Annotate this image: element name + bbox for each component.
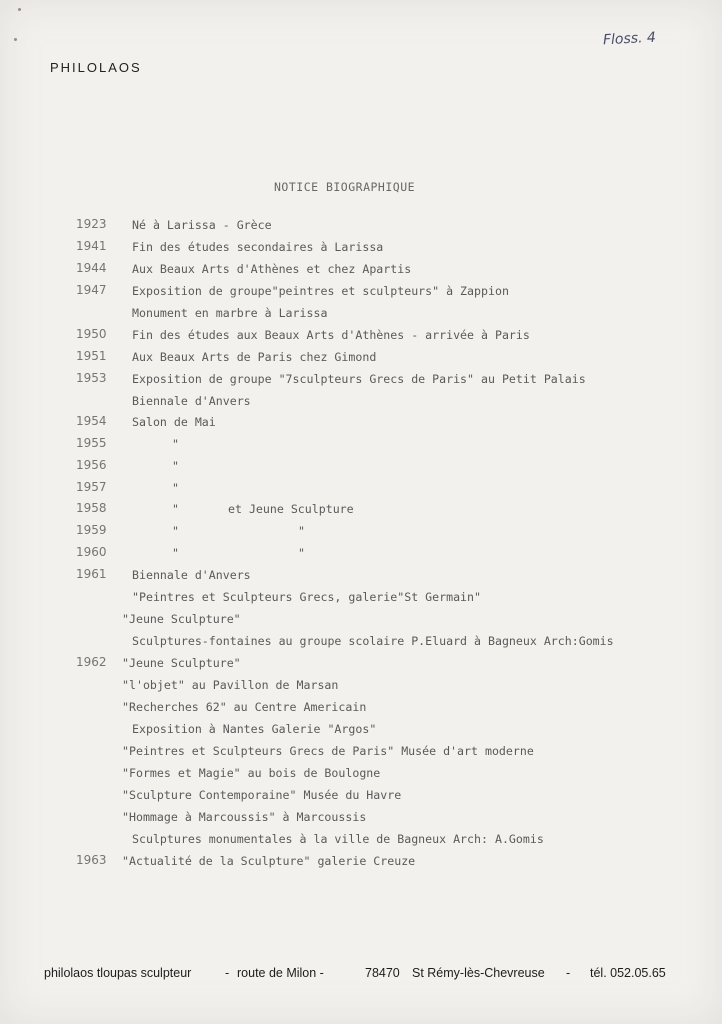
entry-year: 1955 xyxy=(76,436,107,450)
entry-text: "l'objet" au Pavillon de Marsan xyxy=(122,678,339,692)
entry-ditto: " xyxy=(298,546,305,560)
entry-ditto: " xyxy=(172,481,179,495)
entry-ditto: " xyxy=(172,502,179,516)
entry-year: 1958 xyxy=(76,501,107,515)
entry-text: "Formes et Magie" au bois de Boulogne xyxy=(122,766,381,780)
entry-text: "Peintres et Sculpteurs Grecs, galerie"St Germain" xyxy=(132,590,482,604)
artist-name-header: PHILOLAOS xyxy=(50,60,142,75)
entry-year: 1962 xyxy=(76,655,107,669)
entry-year: 1957 xyxy=(76,480,107,494)
entry-text: "Recherches 62" au Centre Americain xyxy=(122,700,367,714)
document-title: NOTICE BIOGRAPHIQUE xyxy=(274,180,416,194)
entry-year: 1954 xyxy=(76,414,107,428)
entry-text: Biennale d'Anvers xyxy=(132,394,251,408)
footer-town: St Rémy-lès-Chevreuse xyxy=(412,966,545,980)
entry-text: "Jeune Sculpture" xyxy=(122,656,241,670)
entry-year: 1947 xyxy=(76,283,107,297)
paper-speck xyxy=(18,8,21,11)
entry-year: 1950 xyxy=(76,327,107,341)
entry-text: Biennale d'Anvers xyxy=(132,568,251,582)
entry-text: "Hommage à Marcoussis" à Marcoussis xyxy=(122,810,367,824)
footer-separator: - xyxy=(225,966,230,980)
entry-year: 1959 xyxy=(76,523,107,537)
entry-extra-text: et Jeune Sculpture xyxy=(228,502,354,516)
paper-speck xyxy=(14,38,17,41)
entry-text: "Peintres et Sculpteurs Grecs de Paris" Musée d'art moderne xyxy=(122,744,534,758)
entry-year: 1951 xyxy=(76,349,107,363)
entry-text: Exposition de groupe"peintres et sculpteurs" à Zappion xyxy=(132,284,509,298)
entry-ditto: " xyxy=(172,437,179,451)
entry-text: Né à Larissa - Grèce xyxy=(132,218,272,232)
entry-year: 1956 xyxy=(76,458,107,472)
entry-text: Exposition de groupe "7sculpteurs Grecs de Paris" au Petit Palais xyxy=(132,372,586,386)
entry-text: Fin des études secondaires à Larissa xyxy=(132,240,384,254)
entry-text: Monument en marbre à Larissa xyxy=(132,306,328,320)
entry-text: Exposition à Nantes Galerie "Argos" xyxy=(132,722,377,736)
footer-phone: tél. 052.05.65 xyxy=(590,966,666,980)
entry-text: "Sculpture Contemporaine" Musée du Havre xyxy=(122,788,402,802)
entry-year: 1960 xyxy=(76,545,107,559)
entry-text: Sculptures monumentales à la ville de Bagneux Arch: A.Gomis xyxy=(132,832,544,846)
entry-year: 1961 xyxy=(76,567,107,581)
entry-text: Aux Beaux Arts d'Athènes et chez Apartis xyxy=(132,262,412,276)
footer-road: route de Milon - xyxy=(237,966,324,980)
entry-year: 1963 xyxy=(76,853,107,867)
entry-text: Salon de Mai xyxy=(132,415,216,429)
entry-text: "Jeune Sculpture" xyxy=(122,612,241,626)
footer-separator: - xyxy=(566,966,571,980)
entry-ditto: " xyxy=(172,524,179,538)
entry-year: 1944 xyxy=(76,261,107,275)
entry-text: Aux Beaux Arts de Paris chez Gimond xyxy=(132,350,377,364)
entry-text: Fin des études aux Beaux Arts d'Athènes - arrivée à Paris xyxy=(132,328,530,342)
handwritten-archive-note: Floss. 4 xyxy=(602,29,657,49)
entry-ditto: " xyxy=(172,459,179,473)
entry-year: 1923 xyxy=(76,217,107,231)
footer-postcode: 78470 xyxy=(365,966,400,980)
entry-ditto: " xyxy=(172,546,179,560)
entry-text: Sculptures-fontaines au groupe scolaire P.Eluard à Bagneux Arch:Gomis xyxy=(132,634,614,648)
entry-text: "Actualité de la Sculpture" galerie Creuze xyxy=(122,854,416,868)
entry-year: 1941 xyxy=(76,239,107,253)
footer-artist-name: philolaos tloupas sculpteur xyxy=(44,966,192,980)
entry-ditto: " xyxy=(298,524,305,538)
entry-year: 1953 xyxy=(76,371,107,385)
